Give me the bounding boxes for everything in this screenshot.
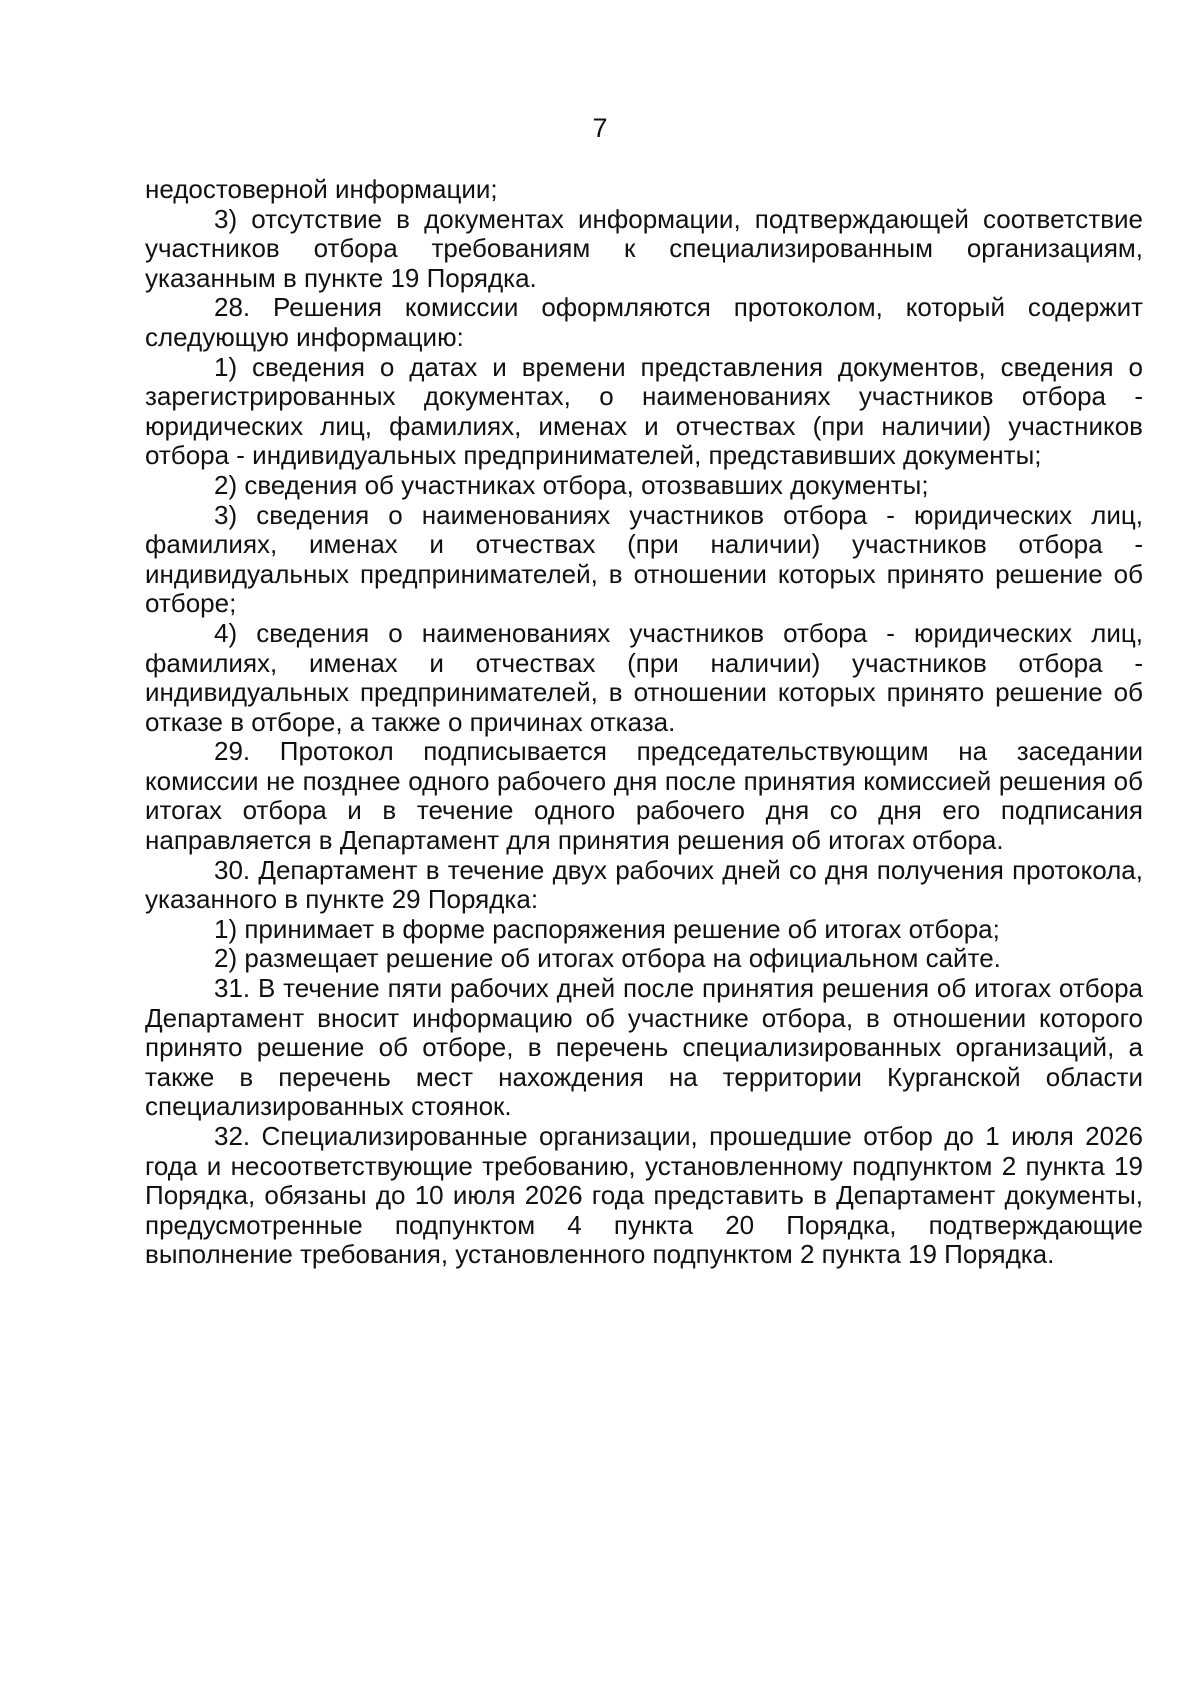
paragraph-clause-30: 30. Департамент в течение двух рабочих дней со дня получения протокола, указанного в пункте 29 Порядка: — [145, 854, 1143, 915]
paragraph-clause-28: 28. Решения комиссии оформляются протоколом, который содержит следующую информацию: — [145, 292, 1143, 352]
paragraph-clause-29: 29. Протокол подписывается председательствующим на заседании комиссии не позднее одного рабочего дня после принятия комиссией решения об итогах отбора и в течение одного рабочего дня со дня его подписания направляется в Департамент для принятия решения об итогах отбора. — [145, 736, 1143, 856]
paragraph-item-28-1: 1) сведения о датах и времени представления документов, сведения о зарегистрированных документах, о наименованиях участников отбора - юридических лиц, фамилиях, именах и отчествах (при наличии) участников отбора - индивидуальных предпринимателей, представивших документы; — [145, 351, 1143, 471]
page-number: 7 — [592, 113, 608, 143]
paragraph-continuation: недостоверной информации; — [145, 174, 498, 204]
paragraph-clause-32: 32. Специализированные организации, прошедшие отбор до 1 июля 2026 года и несоответствующие требованию, установленному подпунктом 2 пункта 19 Порядка, обязаны до 10 июля 2026 года представить в Департамент документы, предусмотренные подпунктом 4 пункта 20 Порядка, подтверждающие выполнение требования, установленного подпунктом 2 пункта 19 Порядка. — [145, 1121, 1143, 1270]
paragraph-item-27-3: 3) отсутствие в документах информации, подтверждающей соответствие участников отбора требованиям к специализированным организациям, указанным в пункте 19 Порядка. — [145, 203, 1143, 293]
paragraph-item-30-2: 2) размещает решение об итогах отбора на официальном сайте. — [214, 943, 1001, 974]
paragraph-item-28-2: 2) сведения об участниках отбора, отозвавших документы; — [214, 469, 929, 500]
paragraph-item-28-3: 3) сведения о наименованиях участников отбора - юридических лиц, фамилиях, именах и отчествах (при наличии) участников отбора - индивидуальных предпринимателей, в отношении которых принято решение об отборе; — [145, 499, 1143, 619]
document-body — [145, 175, 1143, 1270]
paragraph-clause-31: 31. В течение пяти рабочих дней после принятия решения об итогах отбора Департамент вносит информацию об участнике отбора, в отношении которого принято решение об отборе, в перечень специализированных организаций, а также в перечень мест нахождения на территории Курганской области специализированных стоянок. — [145, 973, 1143, 1122]
paragraph-item-28-4: 4) сведения о наименованиях участников отбора - юридических лиц, фамилиях, именах и отчествах (при наличии) участников отбора - индивидуальных предпринимателей, в отношении которых принято решение об отказе в отборе, а также о причинах отказа. — [145, 617, 1143, 737]
paragraph-item-30-1: 1) принимает в форме распоряжения решение об итогах отбора; — [214, 913, 1000, 944]
